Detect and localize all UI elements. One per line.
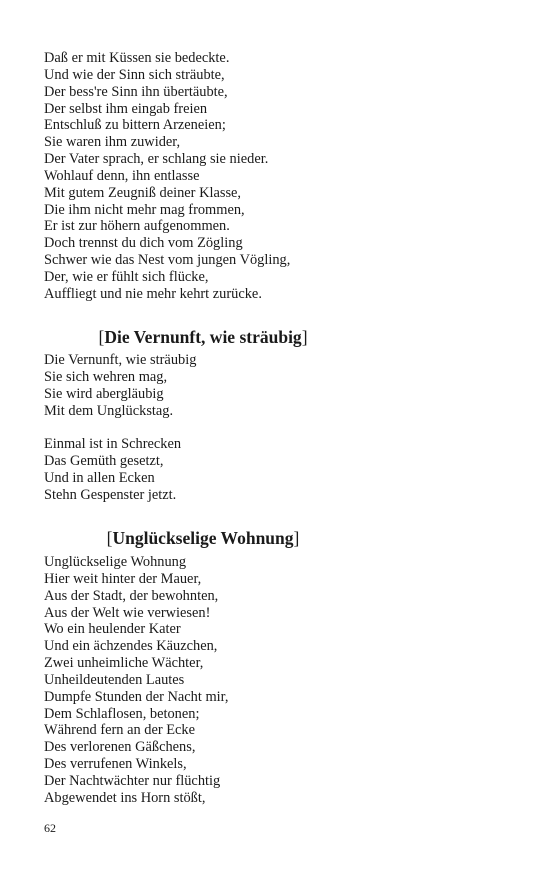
verse-line: Sie sich wehren mag, [44,368,168,385]
verse-line: Das Gemüth gesetzt, [44,452,164,469]
verse-line: Unheildeutenden Lautes [44,671,185,688]
verse-line: Sie waren ihm zuwider, [44,134,181,151]
verse-line: Der Vater sprach, er schlang sie nieder. [44,151,269,168]
poem-stanza [44,436,484,503]
verse-line: Zwei unheimliche Wächter, [44,655,204,672]
verse-line: Der Nachtwächter nur flüchtig [44,772,221,789]
verse-line: Der selbst ihm eingab freien [44,100,208,117]
poem-title-text: Unglückselige Wohnung [112,528,294,548]
verse-line: Wo ein heulender Kater [44,621,181,638]
title-bracket-close: ] [301,327,308,347]
verse-line: Der bess're Sinn ihn übertäubte, [44,83,228,100]
poem-title [0,527,406,549]
verse-line: Die ihm nicht mehr mag frommen, [44,201,245,218]
verse-line: Unglückselige Wohnung [44,554,187,570]
title-bracket-close: ] [293,528,300,548]
verse-line: Entschluß zu bittern Arzeneien; [44,117,226,134]
verse-line: Und ein ächzendes Käuzchen, [44,638,218,655]
poem-stanza [44,554,484,807]
title-bracket-open: [ [106,528,113,548]
verse-line: Wohlauf denn, ihn entlasse [44,167,200,184]
verse-line: Hier weit hinter der Mauer, [44,570,202,587]
poem-title-text: Die Vernunft, wie sträubig [104,327,302,347]
verse-line: Daß er mit Küssen sie bedeckte. [44,50,230,66]
verse-line: Der, wie er fühlt sich flücke, [44,268,209,285]
page-number: 62 [44,821,56,835]
verse-line: Und in allen Ecken [44,469,155,486]
verse-line: Des verlorenen Gäßchens, [44,739,196,756]
verse-line: Auffliegt und nie mehr kehrt zurücke. [44,285,262,302]
verse-line: Schwer wie das Nest vom jungen Vögling, [44,252,291,269]
verse-line: Mit gutem Zeugniß deiner Klasse, [44,184,242,201]
verse-line: Stehn Gespenster jetzt. [44,486,177,503]
verse-line: Er ist zur höhern aufgenommen. [44,218,230,235]
verse-line: Doch trennst du dich vom Zögling [44,235,243,252]
poem-continuation-stanza [44,50,484,303]
verse-line: Einmal ist in Schrecken [44,436,182,452]
verse-line: Des verrufenen Winkels, [44,756,187,773]
verse-line: Dumpfe Stunden der Nacht mir, [44,688,229,705]
verse-line: Mit dem Unglückstag. [44,402,174,419]
verse-line: Aus der Welt wie verwiesen! [44,604,211,621]
verse-line: Aus der Stadt, der bewohnten, [44,587,219,604]
verse-line: Die Vernunft, wie sträubig [44,352,197,368]
poem-stanza [44,352,484,419]
verse-line: Sie wird abergläubig [44,385,164,402]
verse-line: Und wie der Sinn sich sträubte, [44,66,225,83]
verse-line: Während fern an der Ecke [44,722,196,739]
verse-line: Abgewendet ins Horn stößt, [44,789,206,806]
verse-line: Dem Schlaflosen, betonen; [44,705,200,722]
title-bracket-open: [ [98,327,105,347]
poem-title [0,326,406,348]
